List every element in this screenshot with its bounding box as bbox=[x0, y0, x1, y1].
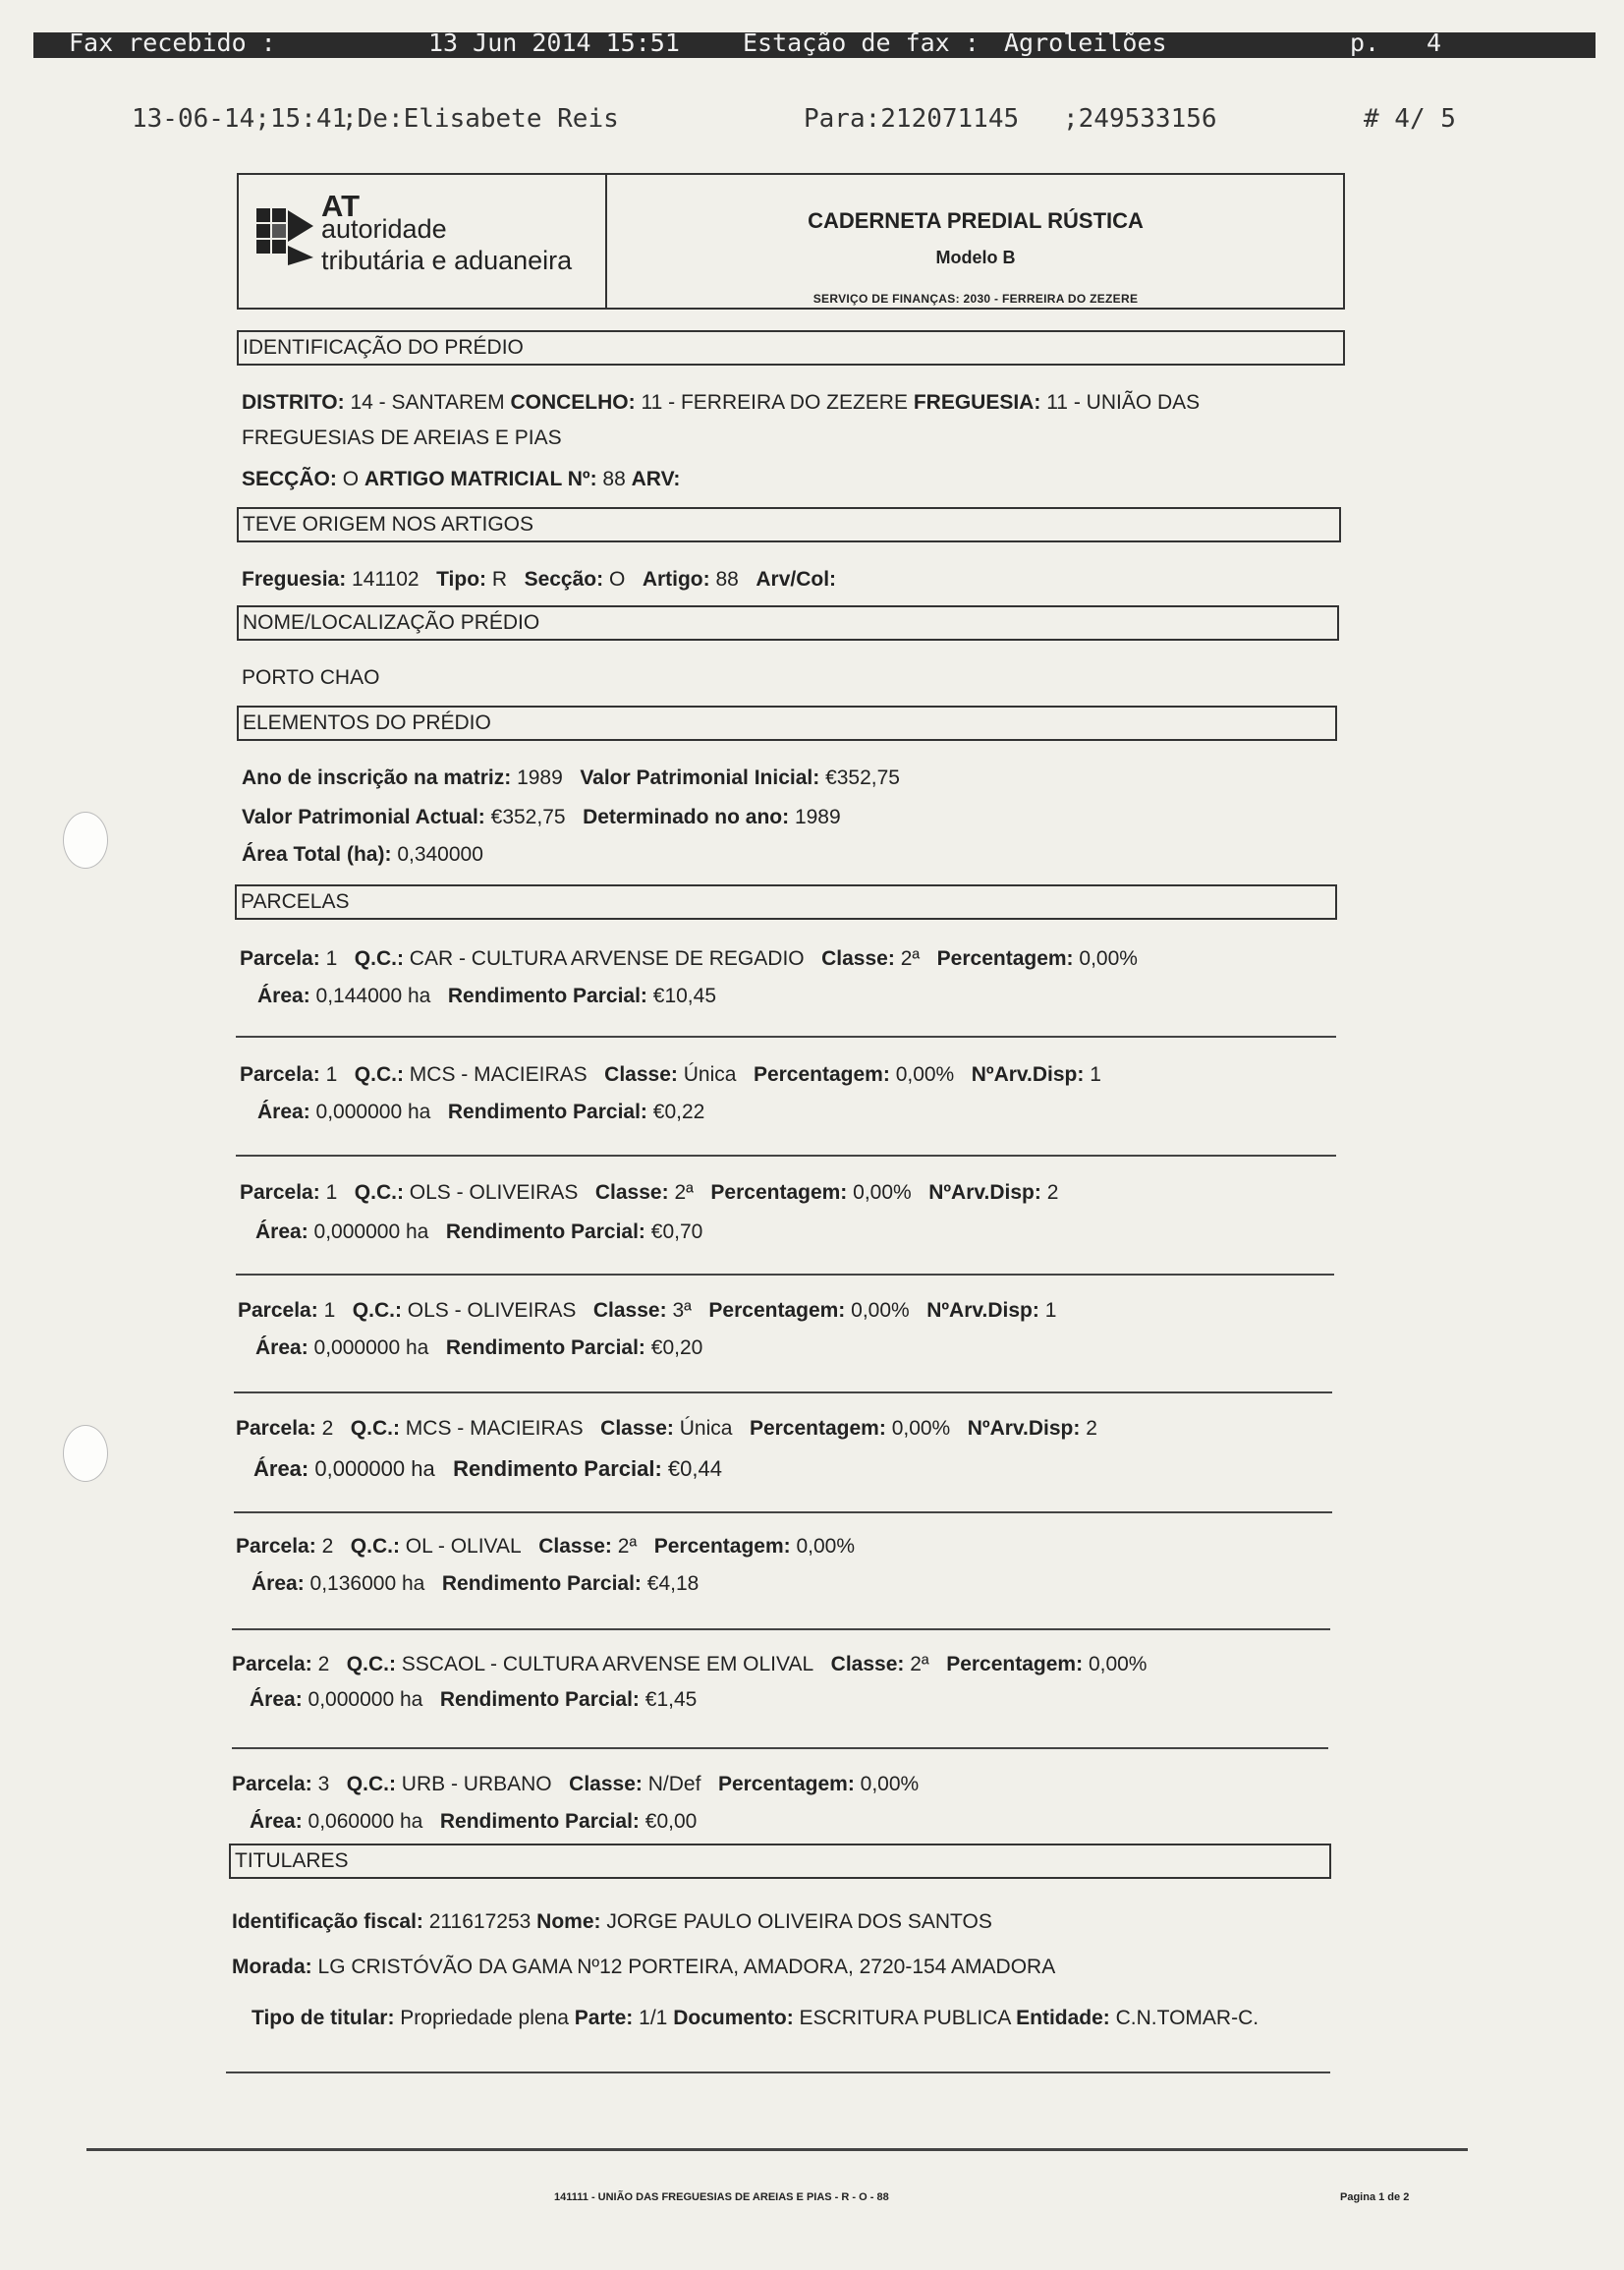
parcela-area-row-5: Área: 0,000000 ha Rendimento Parcial: €0,44 bbox=[253, 1456, 722, 1481]
fax-line-page: # 4/ 5 bbox=[1364, 104, 1456, 134]
parcela-row-8: Parcela: 3 Q.C.: URB - URBANO Classe: N/Def Percentagem: 0,00% bbox=[232, 1773, 920, 1795]
titulares-divider bbox=[226, 2071, 1330, 2073]
parcela-row-3: Parcela: 1 Q.C.: OLS - OLIVEIRAS Classe: 2ª Percentagem: 0,00% NºArv.Disp: 2 bbox=[240, 1181, 1059, 1204]
fax-line-date: 13-06-14;15:41 bbox=[132, 104, 348, 134]
section-origem: TEVE ORIGEM NOS ARTIGOS bbox=[237, 507, 1341, 542]
fax-received-label: Fax recebido : bbox=[69, 32, 276, 57]
header-divider bbox=[605, 175, 607, 310]
parcela-divider bbox=[234, 1511, 1332, 1513]
footer-rule bbox=[86, 2148, 1468, 2151]
parcela-divider bbox=[236, 1155, 1336, 1157]
footer-left: 141111 - UNIÃO DAS FREGUESIAS DE AREIAS E PIAS - R - O - 88 bbox=[554, 2191, 889, 2203]
ano-vpi-line: Ano de inscrição na matriz: 1989 Valor Patrimonial Inicial: €352,75 bbox=[242, 766, 900, 789]
parcela-divider bbox=[236, 1036, 1336, 1038]
fax-line-ref: ;249533156 bbox=[1063, 104, 1217, 134]
section-parcelas: PARCELAS bbox=[235, 884, 1337, 920]
area-total-line: Área Total (ha): 0,340000 bbox=[242, 843, 483, 866]
titular-morada-line: Morada: LG CRISTÓVÃO DA GAMA Nº12 PORTEIRA, AMADORA, 2720-154 AMADORA bbox=[232, 1956, 1056, 1978]
parcela-area-row-8: Área: 0,060000 ha Rendimento Parcial: €0,00 bbox=[250, 1810, 698, 1833]
brand-line2: tributária e aduaneira bbox=[321, 246, 573, 275]
parcela-row-1: Parcela: 1 Q.C.: CAR - CULTURA ARVENSE DE REGADIO Classe: 2ª Percentagem: 0,00% bbox=[240, 947, 1138, 970]
fax-header-bar bbox=[33, 32, 1596, 58]
fax-station-label: Estação de fax : bbox=[743, 32, 980, 57]
footer-page: Pagina 1 de 2 bbox=[1340, 2191, 1410, 2203]
nome-localizacao-value: PORTO CHAO bbox=[242, 666, 380, 689]
fax-page-number: 4 bbox=[1427, 32, 1442, 57]
fax-station-name: Agroleilões bbox=[1004, 32, 1167, 57]
origem-line: Freguesia: 141102 Tipo: R Secção: O Artigo: 88 Arv/Col: bbox=[242, 568, 837, 591]
parcela-row-2: Parcela: 1 Q.C.: MCS - MACIEIRAS Classe: Única Percentagem: 0,00% NºArv.Disp: 1 bbox=[240, 1063, 1101, 1086]
fax-page-label: p. bbox=[1350, 32, 1380, 57]
vpa-line: Valor Patrimonial Actual: €352,75 Determinado no ano: 1989 bbox=[242, 806, 841, 828]
titular-nif-line: Identificação fiscal: 211617253 Nome: JORGE PAULO OLIVEIRA DOS SANTOS bbox=[232, 1910, 992, 1933]
seccao-artigo-line: SECÇÃO: O ARTIGO MATRICIAL Nº: 88 ARV: bbox=[242, 468, 681, 490]
freguesia-continuation: FREGUESIAS DE AREIAS E PIAS bbox=[242, 426, 562, 449]
parcela-row-4: Parcela: 1 Q.C.: OLS - OLIVEIRAS Classe: 3ª Percentagem: 0,00% NºArv.Disp: 1 bbox=[238, 1299, 1057, 1322]
section-titulares: TITULARES bbox=[229, 1844, 1331, 1879]
parcela-area-row-3: Área: 0,000000 ha Rendimento Parcial: €0,70 bbox=[255, 1220, 703, 1243]
document-model: Modelo B bbox=[935, 248, 1016, 267]
section-elementos: ELEMENTOS DO PRÉDIO bbox=[237, 706, 1337, 741]
brand-at: AT bbox=[321, 189, 361, 223]
fax-received-date: 13 Jun 2014 15:51 bbox=[428, 32, 680, 57]
parcela-row-5: Parcela: 2 Q.C.: MCS - MACIEIRAS Classe: Única Percentagem: 0,00% NºArv.Disp: 2 bbox=[236, 1417, 1097, 1440]
distrito-line: DISTRITO: 14 - SANTAREM CONCELHO: 11 - FERREIRA DO ZEZERE FREGUESIA: 11 - UNIÃO DAS bbox=[242, 391, 1201, 414]
punch-hole bbox=[63, 812, 108, 869]
parcela-area-row-2: Área: 0,000000 ha Rendimento Parcial: €0,22 bbox=[257, 1101, 705, 1123]
parcela-row-6: Parcela: 2 Q.C.: OL - OLIVAL Classe: 2ª Percentagem: 0,00% bbox=[236, 1535, 856, 1558]
parcela-divider bbox=[232, 1747, 1328, 1749]
parcela-divider bbox=[234, 1391, 1332, 1393]
parcela-row-7: Parcela: 2 Q.C.: SSCAOL - CULTURA ARVENSE EM OLIVAL Classe: 2ª Percentagem: 0,00% bbox=[232, 1653, 1148, 1675]
parcela-divider bbox=[236, 1274, 1334, 1276]
service-office: SERVIÇO DE FINANÇAS: 2030 - FERREIRA DO ZEZERE bbox=[812, 292, 1139, 306]
parcela-area-row-4: Área: 0,000000 ha Rendimento Parcial: €0,20 bbox=[255, 1336, 703, 1359]
at-logo-icon bbox=[252, 191, 321, 289]
brand-line1: autoridade bbox=[321, 214, 447, 244]
fax-line-from: ;De:Elisabete Reis bbox=[342, 104, 619, 134]
parcela-area-row-7: Área: 0,000000 ha Rendimento Parcial: €1,45 bbox=[250, 1688, 698, 1711]
parcela-divider bbox=[232, 1628, 1330, 1630]
section-identificacao: IDENTIFICAÇÃO DO PRÉDIO bbox=[237, 330, 1345, 366]
fax-line-to: Para:212071145 bbox=[804, 104, 1020, 134]
punch-hole bbox=[63, 1425, 108, 1482]
parcela-area-row-1: Área: 0,144000 ha Rendimento Parcial: €10,45 bbox=[257, 985, 716, 1007]
section-nome-localizacao: NOME/LOCALIZAÇÃO PRÉDIO bbox=[237, 605, 1339, 641]
document-title: CADERNETA PREDIAL RÚSTICA bbox=[808, 208, 1144, 233]
titular-tipo-line: Tipo de titular: Propriedade plena Parte: 1/1 Documento: ESCRITURA PUBLICA Entidade: C.N.TOMAR-C. bbox=[252, 2007, 1260, 2029]
parcela-area-row-6: Área: 0,136000 ha Rendimento Parcial: €4,18 bbox=[252, 1572, 700, 1595]
document-header bbox=[237, 173, 1345, 310]
